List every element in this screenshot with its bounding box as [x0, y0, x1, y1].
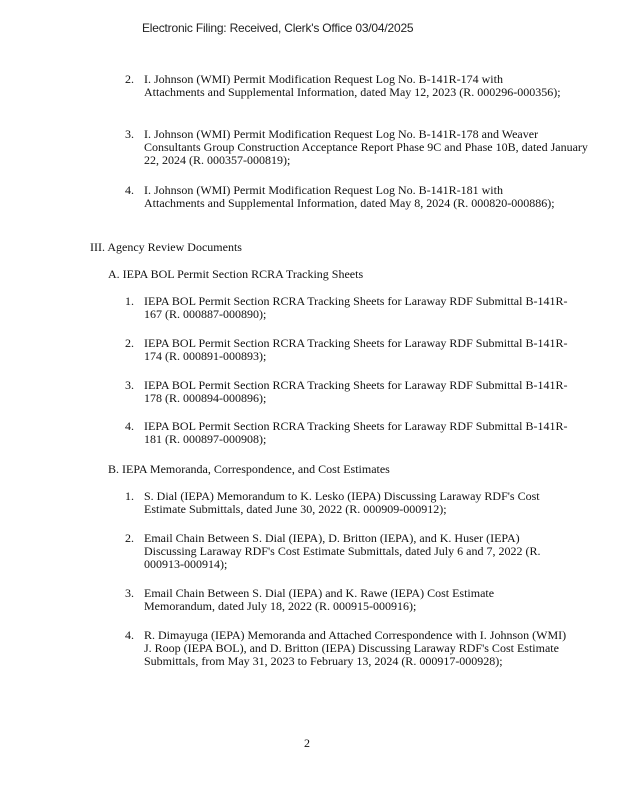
list-item — [125, 336, 584, 363]
list-item-text: Email Chain Between S. Dial (IEPA), D. Britton (IEPA), and K. Huser (IEPA) Discussing Laraway RDF's Cost Estimate Submittals, dated July 6 and 7, 2022 (R. 000913-000914); — [144, 531, 541, 571]
list-item-text: IEPA BOL Permit Section RCRA Tracking Sheets for Laraway RDF Submittal B-141R-174 (R. 000891-000893); — [144, 336, 568, 363]
page-number: 2 — [304, 736, 310, 750]
list-item-text: IEPA BOL Permit Section RCRA Tracking Sheets for Laraway RDF Submittal B-141R-178 (R. 000894-000896); — [144, 378, 568, 405]
list-item — [125, 531, 574, 571]
list-item-text: I. Johnson (WMI) Permit Modification Request Log No. B-141R-178 and Weaver Consultants Group Construction Acceptance Report Phase 9C and Phase 10B, dated January 22, 2024 (R. 000357-000819); — [144, 127, 588, 167]
subsection-heading: B. IEPA Memoranda, Correspondence, and Cost Estimates — [108, 462, 390, 476]
list-item-text: Email Chain Between S. Dial (IEPA) and K. Rawe (IEPA) Cost Estimate Memorandum, dated July 18, 2022 (R. 000915-000916); — [144, 586, 495, 613]
list-item-number: 3. — [125, 127, 134, 141]
list-item-number: 1. — [125, 294, 134, 308]
list-item-number: 4. — [125, 628, 134, 642]
filing-stamp: Electronic Filing: Received, Clerk's Office 03/04/2025 — [142, 21, 414, 35]
list-item — [125, 489, 564, 516]
list-item — [125, 628, 574, 668]
subsection-heading: A. IEPA BOL Permit Section RCRA Tracking Sheets — [108, 267, 364, 281]
list-item-text: I. Johnson (WMI) Permit Modification Request Log No. B-141R-174 with Attachments and Supplemental Information, dated May 12, 2023 (R. 000296-000356); — [144, 72, 561, 99]
list-item-text: S. Dial (IEPA) Memorandum to K. Lesko (IEPA) Discussing Laraway RDF's Cost Estimate Submittals, dated June 30, 2022 (R. 000909-000912); — [144, 489, 540, 516]
list-item — [125, 419, 584, 446]
list-item — [125, 127, 590, 167]
list-item-text: R. Dimayuga (IEPA) Memoranda and Attached Correspondence with I. Johnson (WMI) J. Roop (IEPA BOL), and D. Britton (IEPA) Discussing Laraway RDF's Cost Estimate Submittals, from May 31, 2023 to February 13, 2024 (R. 000917-000928); — [144, 628, 567, 668]
list-item-number: 1. — [125, 489, 134, 503]
list-item-number: 2. — [125, 531, 134, 545]
list-item-number: 3. — [125, 378, 134, 392]
list-item-number: 2. — [125, 336, 134, 350]
section-heading: III. Agency Review Documents — [90, 240, 242, 254]
list-item-number: 2. — [125, 72, 134, 86]
list-item — [125, 183, 564, 210]
list-item-number: 3. — [125, 586, 134, 600]
list-item — [125, 294, 584, 321]
list-item — [125, 586, 564, 613]
list-item-number: 4. — [125, 183, 134, 197]
list-item — [125, 72, 564, 99]
list-item — [125, 378, 584, 405]
list-item-text: IEPA BOL Permit Section RCRA Tracking Sheets for Laraway RDF Submittal B-141R-181 (R. 000897-000908); — [144, 419, 568, 446]
list-item-text: IEPA BOL Permit Section RCRA Tracking Sheets for Laraway RDF Submittal B-141R-167 (R. 000887-000890); — [144, 294, 568, 321]
list-item-number: 4. — [125, 419, 134, 433]
list-item-text: I. Johnson (WMI) Permit Modification Request Log No. B-141R-181 with Attachments and Supplemental Information, dated May 8, 2024 (R. 000820-000886); — [144, 183, 555, 210]
